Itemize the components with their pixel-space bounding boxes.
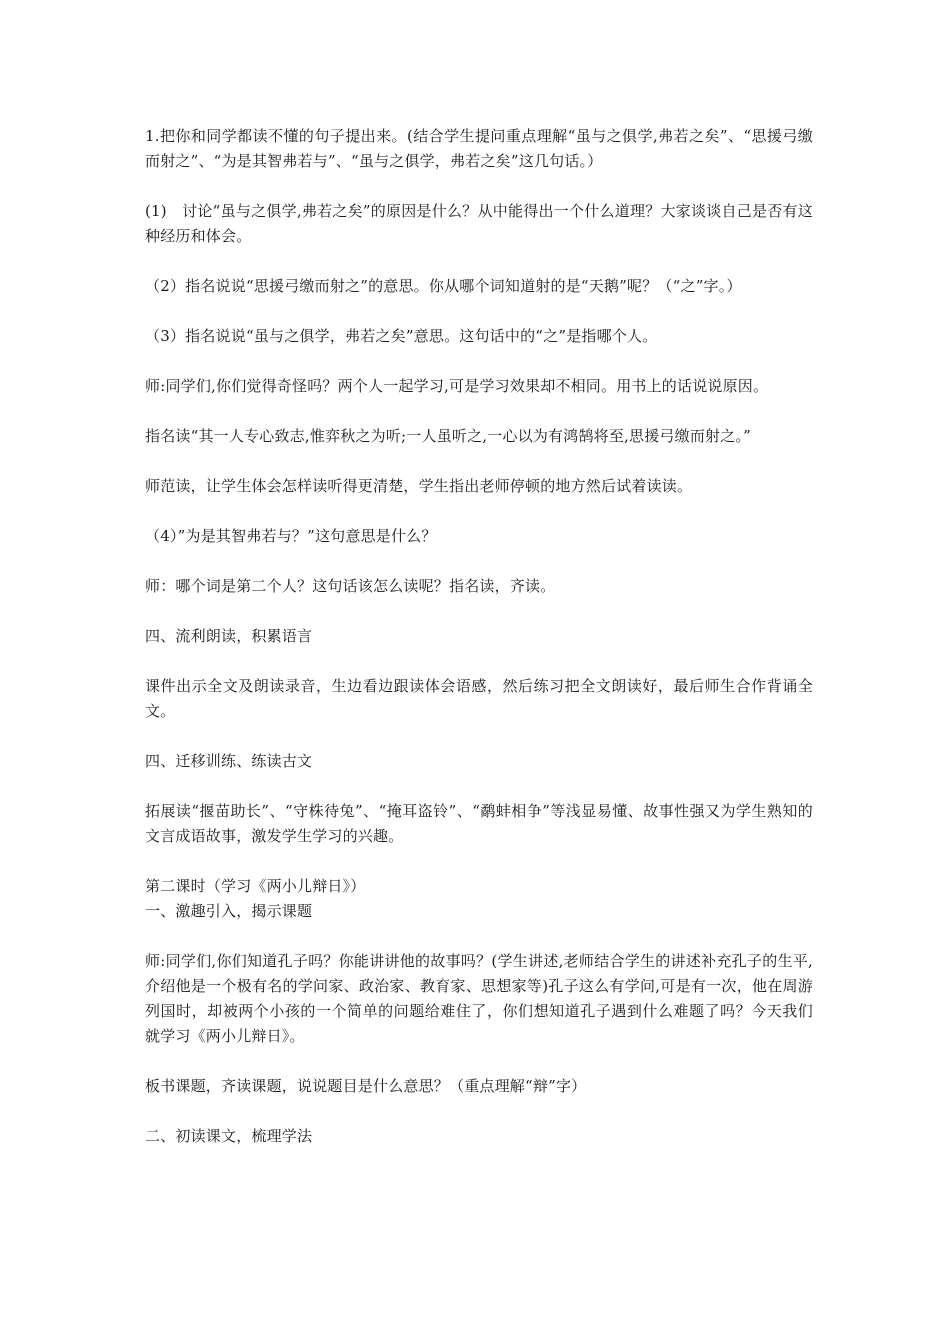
section-heading-4b: 四、迁移训练、练读古文 (145, 752, 313, 770)
lesson-heading: 第二课时（学习《两小儿辩日》） (145, 877, 366, 895)
paragraph-1: 1.把你和同学都读不懂的句子提出来。(结合学生提问重点理解“虽与之俱学,弗若之矣”、“思援弓缴而射之”、“为是其智弗若与”、“虽与之俱学，弗若之矣”这几句话。） (145, 127, 813, 170)
paragraph-3: （2）指名说说“思援弓缴而射之”的意思。你从哪个词知道射的是“天鹅”呢？（“之”字。） (145, 277, 742, 295)
paragraph-4: （3）指名说说“虽与之俱学，弗若之矣”意思。这句话中的“之”是指哪个人。 (145, 327, 658, 345)
paragraph-9: 师：哪个词是第二个人？这句话该怎么读呢？指名读，齐读。 (145, 577, 556, 595)
paragraph-16: 师:同学们,你们知道孔子吗？你能讲讲他的故事吗？(学生讲述,老师结合学生的讲述补充孔子的生平,介绍他是一个极有名的学问家、政治家、教育家、思想家等)孔子这么有学问,可是有一次，他在周游列国时，却被两个小孩的一个简单的问题给难住了，你们想知道孔子遇到什么难题了吗？今天我们就学习《两小儿辩日》。 (145, 952, 813, 1045)
paragraph-6: 指名读“其一人专心致志,惟弈秋之为听;一人虽听之,一心以为有鸿鹄将至,思援弓缴而射之。” (145, 427, 751, 445)
paragraph-5: 师:同学们,你们觉得奇怪吗？两个人一起学习,可是学习效果却不相同。用书上的话说说原因。 (145, 377, 769, 395)
paragraph-2: (1) 讨论“虽与之俱学,弗若之矣”的原因是什么？从中能得出一个什么道理？大家谈谈自己是否有这种经历和体会。 (145, 202, 813, 245)
paragraph-8: （4）”为是其智弗若与？”这句意思是什么？ (145, 527, 437, 545)
section-heading-2: 二、初读课文，梳理学法 (145, 1127, 313, 1145)
paragraph-13: 拓展读“揠苗助长”、“守株待兔”、“掩耳盗铃”、“鹬蚌相争”等浅显易懂、故事性强又为学生熟知的文言成语故事，激发学生学习的兴趣。 (145, 802, 813, 845)
paragraph-11: 课件出示全文及朗读录音，生边看边跟读体会语感，然后练习把全文朗读好，最后师生合作背诵全文。 (145, 677, 813, 720)
section-heading-1: 一、激趣引入，揭示课题 (145, 902, 313, 920)
document-page (145, 124, 813, 1174)
paragraph-17: 板书课题，齐读课题，说说题目是什么意思？（重点理解“辩”字） (145, 1077, 587, 1095)
paragraph-7: 师范读，让学生体会怎样读听得更清楚，学生指出老师停顿的地方然后试着读读。 (145, 477, 693, 495)
section-heading-4a: 四、流利朗读，积累语言 (145, 627, 313, 645)
